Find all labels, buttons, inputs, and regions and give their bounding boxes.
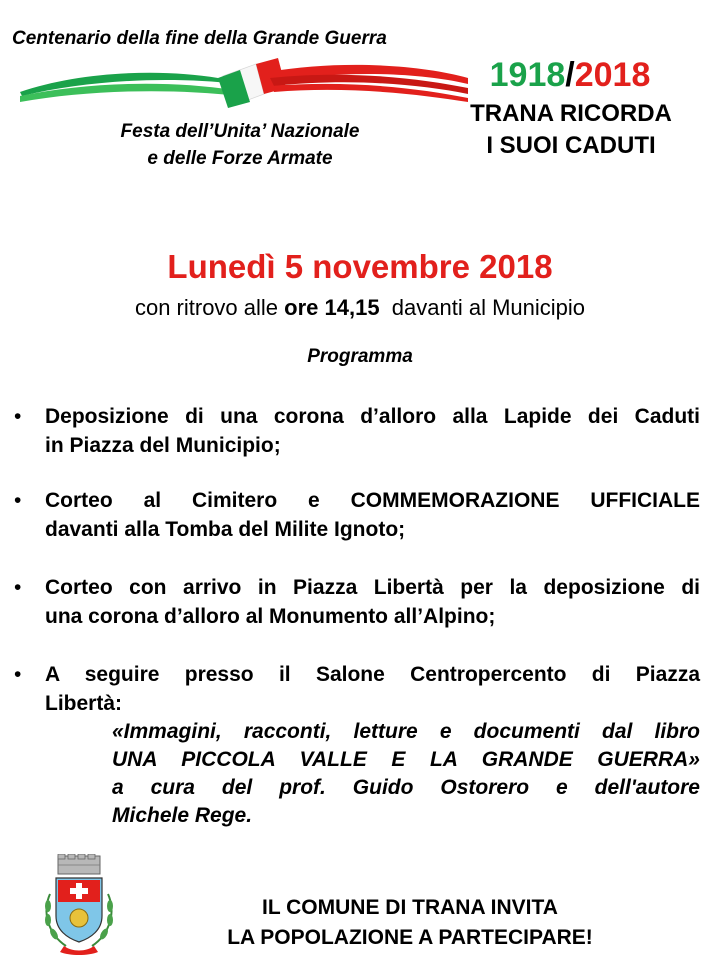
trana-coat-of-arms-icon xyxy=(36,854,122,956)
item-3-line-2: una corona d’alloro al Monumento all’Alpino; xyxy=(45,605,496,628)
subtitle-line-2: e delle Forze Armate xyxy=(147,148,333,169)
meeting-prefix: con ritrovo alle xyxy=(134,295,279,320)
item-4-line-1: A seguire presso il Salone Centropercento di Piazza xyxy=(45,663,700,686)
years-heading xyxy=(470,56,670,95)
meeting-time: ore 14,15 xyxy=(284,295,380,320)
meeting-info xyxy=(0,295,720,321)
year-end: 2018 xyxy=(574,56,651,94)
bullet-4: • xyxy=(14,663,22,686)
invitation-line-2: LA POPOLAZIONE A PARTECIPARE! xyxy=(227,926,593,949)
programme-item-3 xyxy=(45,573,700,631)
bullet-2: • xyxy=(14,489,22,512)
quote-line-4: Michele Rege. xyxy=(112,804,253,827)
tagline-line-1: TRANA RICORDA xyxy=(470,100,672,127)
bullet-3: • xyxy=(14,576,22,599)
item-2-line-2: davanti alla Tomba del Milite Ignoto; xyxy=(45,518,406,541)
quote-line-3: a cura del prof. Guido Ostorero e dell'autore xyxy=(112,776,700,799)
programme-item-4 xyxy=(45,660,700,718)
quote-line-1: «Immagini, racconti, letture e documenti dal libro xyxy=(112,720,700,743)
programme-item-2 xyxy=(45,486,700,544)
item-4-line-2: Libertà: xyxy=(45,692,123,715)
invitation-line-1: IL COMUNE DI TRANA INVITA xyxy=(262,896,558,919)
tagline-line-2: I SUOI CADUTI xyxy=(486,132,656,159)
item-1-line-2: in Piazza del Municipio; xyxy=(45,434,281,457)
event-title: Centenario della fine della Grande Guerra xyxy=(12,28,387,49)
year-separator: / xyxy=(565,56,575,94)
book-quote xyxy=(112,718,700,830)
quote-line-2: UNA PICCOLA VALLE E LA GRANDE GUERRA» xyxy=(112,748,700,771)
item-3-line-1: Corteo con arrivo in Piazza Libertà per la deposizione di xyxy=(45,576,700,599)
subtitle xyxy=(60,118,420,172)
invitation xyxy=(130,893,690,953)
programme-item-1 xyxy=(45,402,700,460)
tagline xyxy=(440,98,702,162)
event-date: Lunedì 5 novembre 2018 xyxy=(167,248,553,285)
subtitle-line-1: Festa dell’Unita’ Nazionale xyxy=(120,121,360,142)
item-2-line-1: Corteo al Cimitero e COMMEMORAZIONE UFFICIALE xyxy=(45,489,700,512)
meeting-suffix: davanti al Municipio xyxy=(391,295,586,320)
italian-flag-ribbon-icon xyxy=(18,56,470,112)
programme-heading: Programma xyxy=(307,346,413,367)
item-1-line-1: Deposizione di una corona d’alloro alla Lapide dei Caduti xyxy=(45,405,700,428)
bullet-1: • xyxy=(14,405,22,428)
year-start: 1918 xyxy=(489,56,566,94)
